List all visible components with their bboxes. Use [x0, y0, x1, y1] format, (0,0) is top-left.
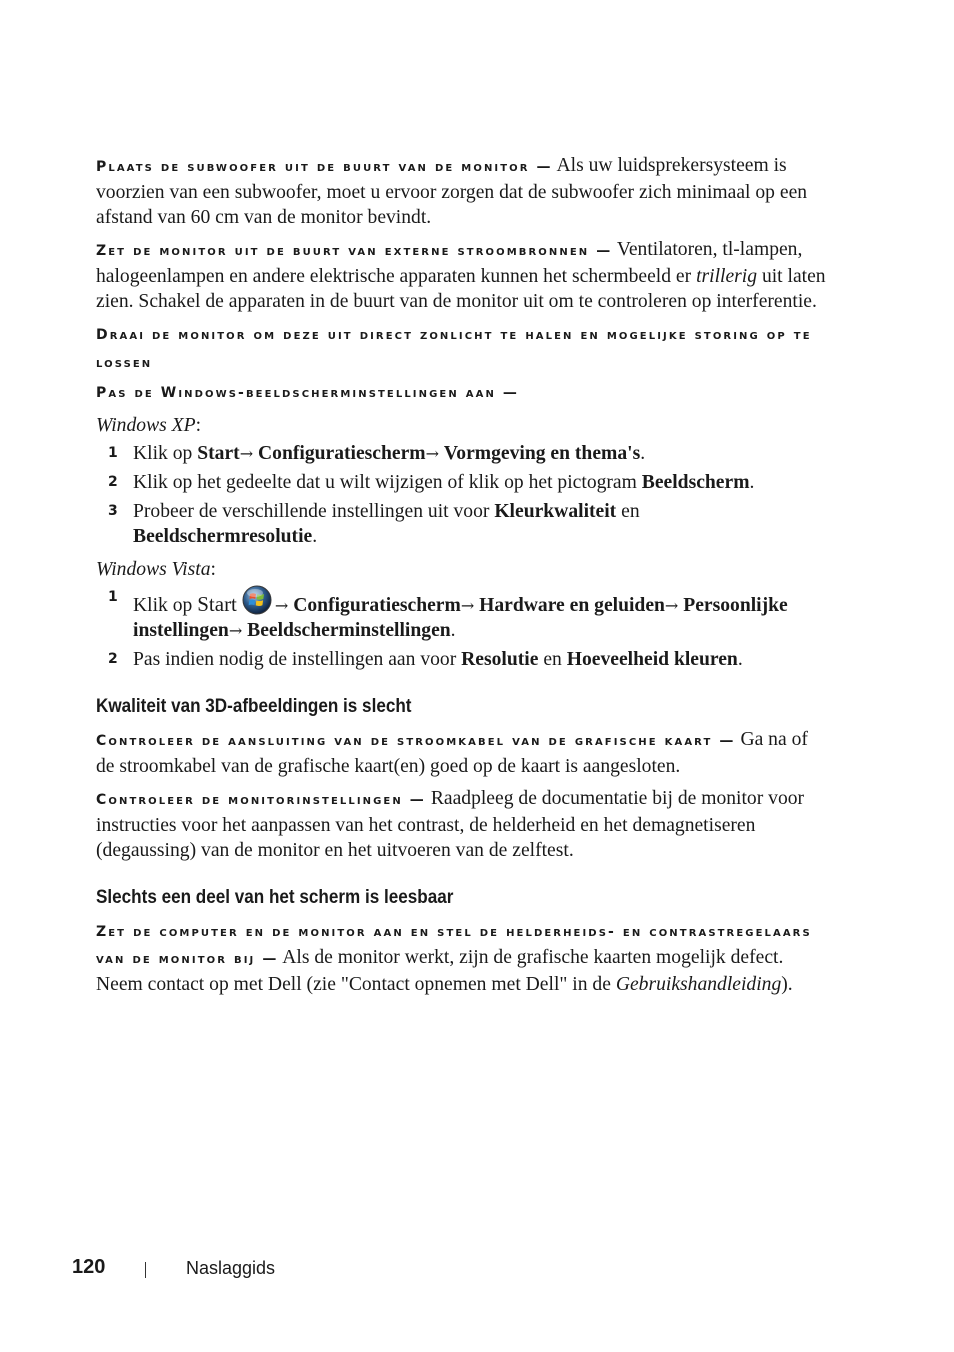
- lead-subwoofer: Plaats de subwoofer uit de buurt van de monitor —: [96, 159, 553, 175]
- start-label: Start: [197, 591, 237, 616]
- section-heading-screen-readable: Slechts een deel van het scherm is leesbaar: [96, 886, 454, 908]
- step-xp-3: 3 Probeer de verschillende instellingen uit voor Kleurkwaliteit en Beeldschermresolutie.: [108, 500, 640, 547]
- text-power-italic: trillerig: [696, 266, 758, 287]
- paragraph-sunlight: [96, 321, 826, 376]
- step-number: 1: [108, 444, 118, 461]
- arrow-icon: →: [239, 443, 254, 463]
- paragraph-brightness: [96, 918, 826, 997]
- paragraph-monitor-settings: [96, 786, 826, 863]
- footer-title: Naslaggids: [186, 1258, 276, 1278]
- step-vista-1: 1 Klik op Start → Configuratiescherm→ Hardware en geluiden→ Persoonlijke instellingen→ Beeldscherminstellingen.: [108, 585, 826, 643]
- step-number: 3: [108, 502, 118, 519]
- paragraph-windows-settings: [96, 379, 826, 407]
- lead-windows-settings: Pas de Windows-beeldscherminstellingen aan —: [96, 385, 519, 401]
- step-xp-2: 2 Klik op het gedeelte dat u wilt wijzigen of klik op het pictogram Beeldscherm.: [108, 471, 755, 493]
- arrow-icon: →: [274, 595, 289, 615]
- intro-windows-vista: Windows Vista:: [96, 558, 216, 580]
- paragraph-power-sources: [96, 237, 826, 314]
- page-content: [96, 153, 826, 1004]
- section-heading-3d-quality: Kwaliteit van 3D-afbeeldingen is slecht: [96, 695, 412, 717]
- arrow-icon: →: [228, 620, 243, 640]
- lead-monitor-settings: Controleer de monitorinstellingen —: [96, 791, 426, 808]
- arrow-icon: →: [664, 595, 679, 615]
- text-power-before: Ventilatoren, tl-lampen, halogeenlampen en andere elektrische apparaten kunnen het schermbeeld er: [96, 239, 803, 287]
- arrow-icon: →: [425, 443, 440, 463]
- step-number: 2: [108, 650, 118, 667]
- paragraph-power-cable: [96, 727, 826, 779]
- text-monitor-settings: Raadpleeg de documentatie bij de monitor voor instructies voor het aanpassen van het contrast, de helderheid en het demagnetiseren (degaussing) van de monitor en het uitvoeren van de zelftest.: [96, 787, 805, 861]
- page-number: 120: [72, 1256, 106, 1278]
- lead-power-cable: Controleer de aansluiting van de stroomkabel van de grafische kaart —: [96, 732, 736, 749]
- step-number: 2: [108, 473, 118, 490]
- step-number: 1: [108, 588, 118, 605]
- steps-xp: [96, 441, 826, 549]
- arrow-icon: →: [460, 595, 475, 615]
- text-brightness-italic: Gebruikshandleiding: [615, 973, 782, 995]
- text-brightness-after: ).: [781, 973, 793, 995]
- intro-windows-xp: Windows XP:: [96, 414, 202, 436]
- lead-brightness: Zet de computer en de monitor aan en stel de helderheids- en contrastregelaars van de monitor bij —: [96, 923, 812, 967]
- lead-power-sources: Zet de monitor uit de buurt van externe stroombronnen —: [96, 243, 613, 259]
- steps-vista: [96, 585, 826, 672]
- step-vista-2: 2 Pas indien nodig de instellingen aan voor Resolutie en Hoeveelheid kleuren.: [108, 648, 743, 670]
- text-power-after: uit laten zien. Schakel de apparaten in de buurt van de monitor uit om te controleren op interferentie.: [96, 266, 826, 312]
- paragraph-subwoofer: [96, 153, 826, 230]
- lead-sunlight: Draai de monitor om deze uit direct zonlicht te halen en mogelijke storing op te lossen: [96, 327, 812, 371]
- text-brightness-before: Als de monitor werkt, zijn de grafische kaarten mogelijk defect. Neem contact op met Dell (zie "Contact opnemen met Dell" in de: [96, 946, 784, 995]
- step-xp-1: 1 Klik op Start→ Configuratiescherm→ Vormgeving en thema's.: [108, 442, 646, 464]
- text-power-cable: Ga na of de stroomkabel van de grafische kaart(en) goed op de kaart is aangesloten.: [96, 728, 808, 777]
- text-subwoofer: Als uw luidsprekersysteem is voorzien van een subwoofer, moet u ervoor zorgen dat de subwoofer zich minimaal op een afstand van 60 cm van de monitor bevindt.: [96, 155, 808, 228]
- windows-start-orb-icon: [242, 585, 272, 615]
- footer-divider: [145, 1262, 146, 1278]
